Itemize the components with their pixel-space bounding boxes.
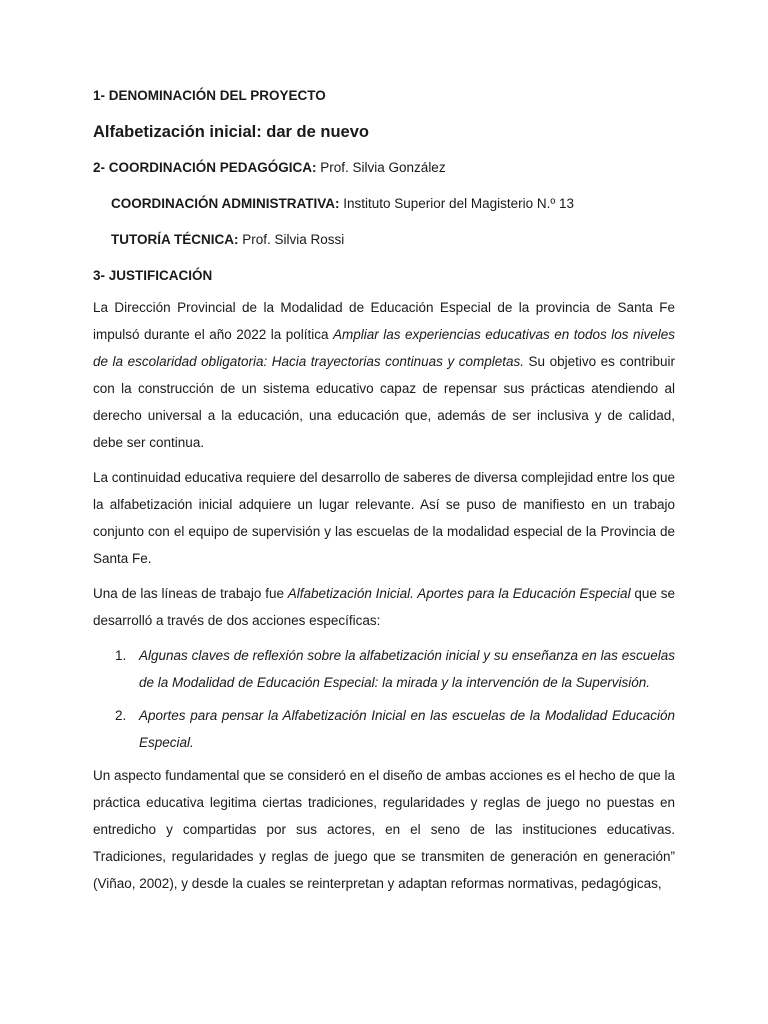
coord-pedagogica-row bbox=[93, 158, 675, 178]
justification-paragraph-1 bbox=[93, 294, 675, 456]
coord-pedagogica-label: 2- COORDINACIÓN PEDAGÓGICA: bbox=[93, 160, 317, 175]
p1-text-b: Su objetivo es contribuir con la construcción de un sistema educativo capaz de repensar sus prácticas atendiendo al derecho universal a la educación, una educación que, además de ser inclusiva y de calidad, debe ser continua. bbox=[93, 354, 675, 450]
list-item bbox=[93, 642, 675, 696]
tutoria-tecnica-value: Prof. Silvia Rossi bbox=[238, 232, 345, 247]
p1-text-a: La Dirección Provincial de la Modalidad de Educación Especial de la provincia de Santa Fe impulsó durante el año 2022 la política bbox=[93, 300, 675, 342]
coord-administrativa-row bbox=[93, 194, 675, 214]
list-item bbox=[93, 702, 675, 756]
p3-text-a: Una de las líneas de trabajo fue bbox=[93, 586, 288, 601]
coord-administrativa-value: Instituto Superior del Magisterio N.º 13 bbox=[339, 196, 575, 211]
p3-line-title: Alfabetización Inicial. Aportes para la Educación Especial bbox=[287, 586, 631, 601]
p3-text-b: que se desarrolló a través de dos acciones específicas: bbox=[93, 586, 675, 628]
actions-list bbox=[93, 642, 675, 756]
tutoria-tecnica-label: TUTORÍA TÉCNICA: bbox=[111, 232, 239, 247]
justification-paragraph-2: La continuidad educativa requiere del desarrollo de saberes de diversa complejidad entre los que la alfabetización inicial adquiere un lugar relevante. Así se puso de manifiesto en un trabajo conjunto con el equipo de supervisión y las escuelas de la modalidad especial de la Provincia de Santa Fe. bbox=[93, 470, 675, 566]
list-item-text: Algunas claves de reflexión sobre la alfabetización inicial y su enseñanza en las escuelas de la Modalidad de Educación Especial: la mirada y la intervención de la Supervisión. bbox=[139, 648, 675, 690]
list-item-text: Aportes para pensar la Alfabetización Inicial en las escuelas de la Modalidad Educación Especial. bbox=[139, 708, 675, 750]
justification-paragraph-4: Un aspecto fundamental que se consideró en el diseño de ambas acciones es el hecho de que la práctica educativa legitima ciertas tradiciones, regularidades y reglas de juego no puestas en entredicho y compartidas por sus actores, en el seno de las instituciones educativas. Tradiciones, regularidades y reglas de juego que se transmiten de generación en generación” (Viñao, 2002), y desde la cuales se reinterpretan y adaptan reformas normativas, pedagógicas, bbox=[93, 768, 675, 891]
tutoria-tecnica-row bbox=[93, 230, 675, 250]
coord-pedagogica-value: Prof. Silvia González bbox=[316, 160, 446, 175]
p1-policy-title: Ampliar las experiencias educativas en todos los niveles de la escolaridad obligatoria: Hacia trayectorias continuas y completas. bbox=[93, 327, 675, 369]
coord-administrativa-label: COORDINACIÓN ADMINISTRATIVA: bbox=[111, 196, 340, 211]
section3-heading: 3- JUSTIFICACIÓN bbox=[93, 268, 213, 283]
justification-paragraph-3 bbox=[93, 580, 675, 634]
project-title: Alfabetización inicial: dar de nuevo bbox=[93, 123, 369, 141]
list-item-number: 1. bbox=[115, 648, 127, 663]
section1-heading: 1- DENOMINACIÓN DEL PROYECTO bbox=[93, 88, 326, 103]
list-item-number: 2. bbox=[115, 708, 127, 723]
